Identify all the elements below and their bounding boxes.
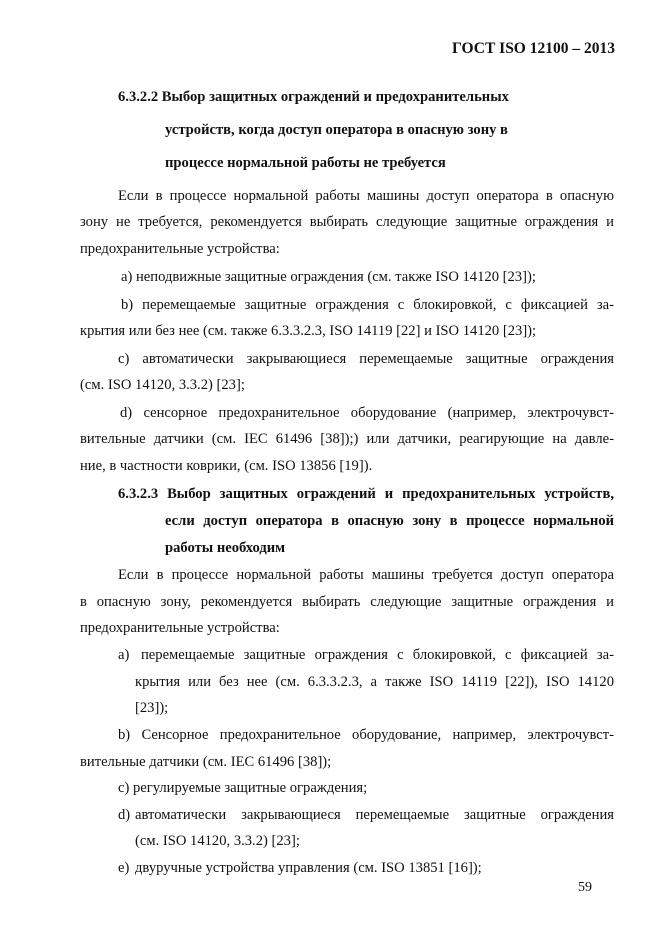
heading-line: работы необходим xyxy=(165,540,286,556)
heading-line: если доступ оператора в опасную зону в процессе нормальной xyxy=(165,513,614,529)
list-item-line: вительные датчики (см. IEC 61496 [38]); xyxy=(80,754,332,770)
paragraph-line: Если в процессе нормальной работы машины требуется доступ оператора xyxy=(118,567,614,583)
list-item-line: крытия или без нее (см. 6.3.3.2.3, а также ISO 14119 [22]), ISO 14120 xyxy=(135,674,614,690)
list-item-line: (см. ISO 14120, 3.3.2) [23]; xyxy=(135,833,300,849)
heading-line: устройств, когда доступ оператора в опасную зону в xyxy=(165,122,508,138)
list-item-line: [23]); xyxy=(135,700,169,716)
list-item-line: крытия или без нее (см. также 6.3.3.2.3, ISO 14119 [22] и ISO 14120 [23]); xyxy=(80,323,537,339)
paragraph-line: предохранительные устройства: xyxy=(80,620,280,636)
list-item-line: вительные датчики (см. IEC 61496 [38]);) или датчики, реагирующие на давле- xyxy=(80,431,614,447)
paragraph-line: Если в процессе нормальной работы машины доступ оператора в опасную xyxy=(118,188,614,204)
list-item-line: перемещаемые защитные ограждения с блокировкой, с фиксацией за- xyxy=(141,647,614,663)
paragraph-line: предохранительные устройства: xyxy=(80,241,280,257)
heading-line: 6.3.2.3 Выбор защитных ограждений и предохранительных устройств, xyxy=(118,486,614,502)
list-item-marker: е) xyxy=(118,860,130,876)
heading-line: процессе нормальной работы не требуется xyxy=(165,155,446,171)
list-item-line: b) перемещаемые защитные ограждения с блокировкой, с фиксацией за- xyxy=(121,297,614,313)
list-item-line: с) автоматически закрывающиеся перемещаемые защитные ограждения xyxy=(118,351,614,367)
list-item-line: b) Сенсорное предохранительное оборудование, например, электрочувст- xyxy=(118,727,614,743)
page-number: 59 xyxy=(578,880,592,895)
list-item-line: (см. ISO 14120, 3.3.2) [23]; xyxy=(80,377,245,393)
list-item-line: ние, в частности коврики, (см. ISO 13856 [19]). xyxy=(80,458,373,474)
paragraph-line: зону не требуется, рекомендуется выбирать следующие защитные ограждения и xyxy=(80,214,614,230)
heading-line: 6.3.2.2 Выбор защитных ограждений и предохранительных xyxy=(118,89,509,105)
list-item-marker: d) xyxy=(118,807,131,823)
page-header: ГОСТ ISO 12100 – 2013 xyxy=(452,40,615,57)
list-item-line: двуручные устройства управления (см. ISO 13851 [16]); xyxy=(135,860,482,876)
list-item-line: автоматически закрывающиеся перемещаемые защитные ограждения xyxy=(135,807,614,823)
paragraph-line: в опасную зону, рекомендуется выбирать следующие защитные ограждения и xyxy=(80,594,614,610)
list-item-line: с) регулируемые защитные ограждения; xyxy=(118,780,368,796)
list-item-line: а) неподвижные защитные ограждения (см. также ISO 14120 [23]); xyxy=(121,269,536,285)
list-item-marker: а) xyxy=(118,647,130,663)
list-item-line: d) сенсорное предохранительное оборудование (например, электрочувст- xyxy=(120,405,614,421)
